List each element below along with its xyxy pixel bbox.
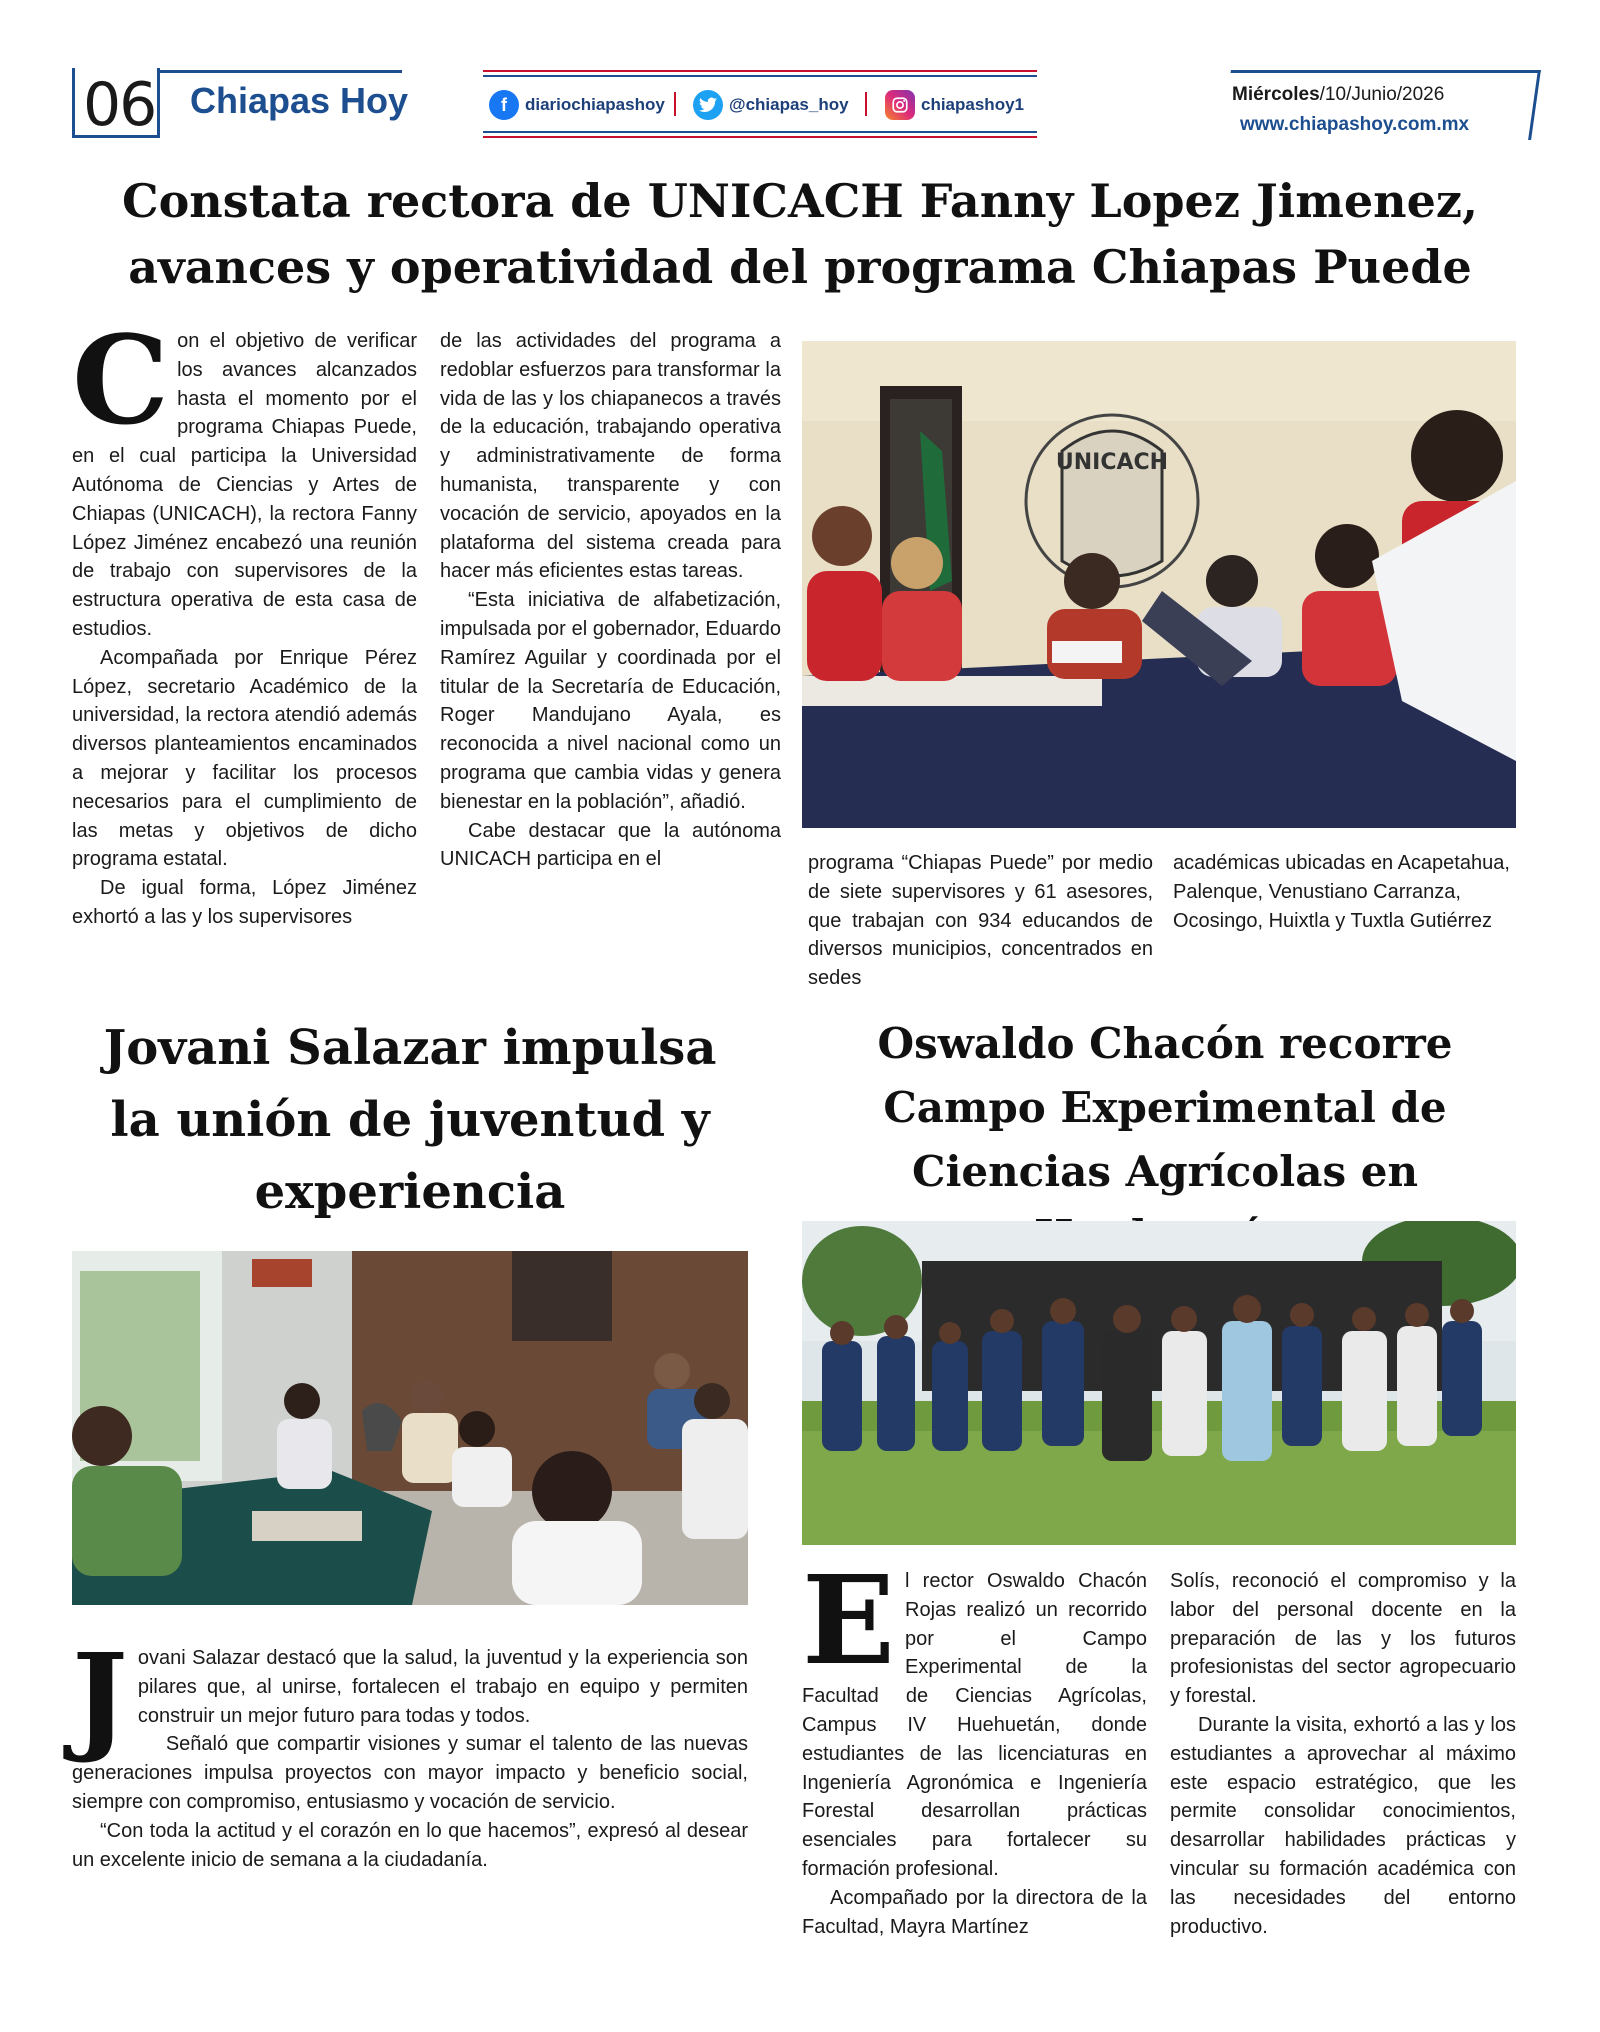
article2-paragraph: “Con toda la actitud y el corazón en lo que hacemos”, expresó al desear un excelente inicio de semana a la ciudadanía. <box>72 1819 748 1871</box>
issue-date <box>1232 84 1444 106</box>
article1-photo-meeting <box>802 341 1516 828</box>
article2-body <box>72 1627 748 1874</box>
divider <box>483 136 1037 138</box>
facebook-icon: f <box>489 90 519 120</box>
article1-paragraph: De igual forma, López Jiménez exhortó a las y los supervisores <box>72 877 417 928</box>
article2-photo-office <box>72 1251 748 1605</box>
article1-column-4 <box>1173 849 1516 935</box>
article3-column-1 <box>802 1548 1147 1941</box>
article3-column-2 <box>1170 1567 1516 1941</box>
website-link[interactable]: www.chiapashoy.com.mx <box>1240 114 1470 135</box>
article1-paragraph: de las actividades del programa a redoblar esfuerzos para transformar la vida de las y los chiapanecos a través de la educación, trabajando operativa y administrativamente de forma humanista, transparente y con vocación de servicio, apoyados en la plataforma del sistema creada para hacer más eficientes estas tareas. <box>440 330 781 583</box>
date-value: /10/Junio/2026 <box>1319 84 1445 105</box>
instagram-handle: chiapashoy1 <box>921 95 1024 114</box>
article3-paragraph: Solís, reconoció el compromiso y la labor del personal docente en la preparación de las y los futuros profesionistas del sector agropecuario y forestal. <box>1170 1570 1516 1708</box>
dropcap: C <box>72 308 170 452</box>
dropcap: J <box>72 1627 128 1766</box>
article1-column-2 <box>440 327 781 874</box>
divider <box>674 92 676 116</box>
article3-paragraph: l rector Oswaldo Chacón Rojas realizó un recorrido por el Campo Experimental de la Facultad de Ciencias Agrícolas, Campus IV Huehuetán, donde estudiantes de las licenciaturas en Ingeniería Agronómica e Ingeniería Forestal desarrollan prácticas esenciales para fortalecer su formación profesional. <box>802 1570 1147 1880</box>
dropcap: E <box>802 1548 895 1692</box>
page-number-box <box>72 68 160 138</box>
article3-photo-field <box>802 1221 1516 1545</box>
article1-paragraph: on el objetivo de verificar los avances alcanzados hasta el momento por el programa Chiapas Puede, en el cual participa la Universidad Autónoma de Ciencias y Artes de Chiapas (UNICACH), la rectora Fanny López Jiménez encabezó una reunión de trabajo con supervisores de la estructura operativa de esta casa de estudios. <box>72 330 417 640</box>
article1-paragraph: programa “Chiapas Puede” por medio de siete supervisores y 61 asesores, que trabajan con 934 educandos de diversos municipios, concentrados en sedes <box>808 852 1153 990</box>
divider <box>483 75 1037 77</box>
article1-paragraph: “Esta iniciativa de alfabetización, impulsada por el gobernador, Eduardo Ramírez Aguilar y coordinada por el titular de la Secretaría de Educación, Roger Mandujano Ayala, es reconocida a nivel nacional como un programa que cambia vidas y genera bienestar en la población”, añadió. <box>440 589 781 813</box>
article2-headline: Jovani Salazar impulsa la unión de juventud y experiencia <box>103 1020 717 1220</box>
weekday: Miércoles <box>1232 84 1320 105</box>
article1-paragraph: Acompañada por Enrique Pérez López, secretario Académico de la universidad, la rectora atendió además diversos planteamientos encaminados a mejorar y facilitar los procesos necesarios para el cumplimiento de las metas y objetivos de dicho programa estatal. <box>72 646 417 871</box>
instagram-link[interactable] <box>885 90 1024 120</box>
article3-paragraph: Durante la visita, exhortó a las y los estudiantes a aprovechar al máximo este espacio estratégico, que les permite consolidar conocimientos, desarrollar habilidades prácticas y vincular su formación académica con las necesidades del entorno productivo. <box>1170 1713 1516 1938</box>
article1-paragraph: Cabe destacar que la autónoma UNICACH participa en el <box>440 819 781 871</box>
instagram-icon <box>885 90 915 120</box>
twitter-icon <box>693 90 723 120</box>
article3-headline: Oswaldo Chacón recorre Campo Experimental de Ciencias Agrícolas en <box>877 1019 1453 1196</box>
facebook-handle: diariochiapashoy <box>525 95 665 114</box>
section-name: Chiapas Hoy <box>190 80 409 121</box>
section-rule <box>160 70 402 73</box>
divider <box>483 131 1037 133</box>
article1-paragraph: académicas ubicadas en Acapetahua, Palenque, Venustiano Carranza, Ocosingo, Huixtla y Tuxtla Gutiérrez <box>1173 852 1510 932</box>
divider <box>865 92 867 116</box>
article3-paragraph: Acompañado por la directora de la Facultad, Mayra Martínez <box>802 1886 1147 1938</box>
article1-column-1 <box>72 308 417 932</box>
twitter-handle: @chiapas_hoy <box>729 95 849 114</box>
facebook-link[interactable] <box>489 90 665 120</box>
divider <box>483 70 1037 72</box>
article2-paragraph: ovani Salazar destacó que la salud, la juventud y la experiencia son pilares que, al unirse, fortalecen el trabajo en equipo y permiten construir un mejor futuro para todas y todos. <box>137 1647 748 1727</box>
social-bar <box>483 70 1037 138</box>
article1-headline: Constata rectora de UNICACH Fanny Lopez Jimenez, avances y operatividad del programa Chiapas Puede <box>122 174 1478 294</box>
article2-paragraph: Señaló que compartir visiones y sumar el talento de las nuevas generaciones impulsa proyectos con mayor impacto y beneficio social, siempre con compromiso, entusiasmo y vocación de servicio. <box>72 1733 748 1813</box>
wall-emblem-text: UNICACH <box>1055 450 1169 475</box>
article1-column-3 <box>808 849 1153 993</box>
page-number: 06 <box>83 70 156 140</box>
twitter-link[interactable] <box>693 90 849 120</box>
